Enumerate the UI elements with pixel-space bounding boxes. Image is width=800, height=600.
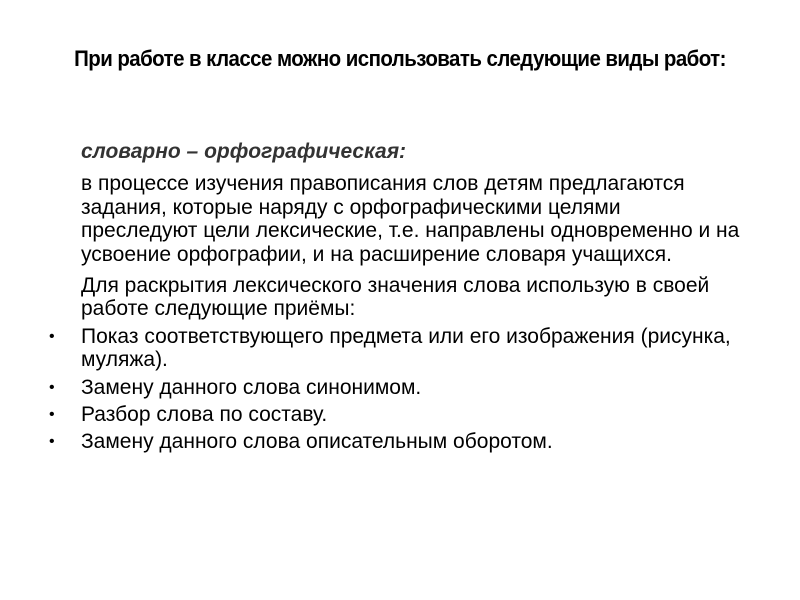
bullet-icon: • [49,433,55,451]
paragraph-description: в процессе изучения правописания слов детям предлагаются задания, которые наряду с орфографическими целями преследуют цели лексические, т.е. направлены одновременно и на усвоение орфографии, и на расширение словаря учащихся. [81,172,740,266]
list-item [42,403,742,426]
techniques-list [42,325,742,454]
bullet-icon: • [49,327,55,345]
list-item [42,376,742,399]
list-item-text: Разбор слова по составу. [81,403,328,427]
subheading: словарно – орфографическая: [81,140,407,163]
list-item-text: Показ соответствующего предмета или его изображения (рисунка, муляжа). [81,324,731,372]
list-item-text: Замену данного слова синонимом. [81,375,422,399]
list-item-text: Замену данного слова описательным оборотом. [81,430,553,454]
paragraph-techniques-intro: Для раскрытия лексического значения слова использую в своей работе следующие приёмы: [81,274,710,321]
slide-body [42,140,742,458]
list-item [42,325,742,372]
slide-title: При работе в классе можно использовать следующие виды работ: [74,46,726,71]
bullet-icon: • [49,378,55,396]
bullet-icon: • [49,406,55,424]
list-item [42,430,742,453]
